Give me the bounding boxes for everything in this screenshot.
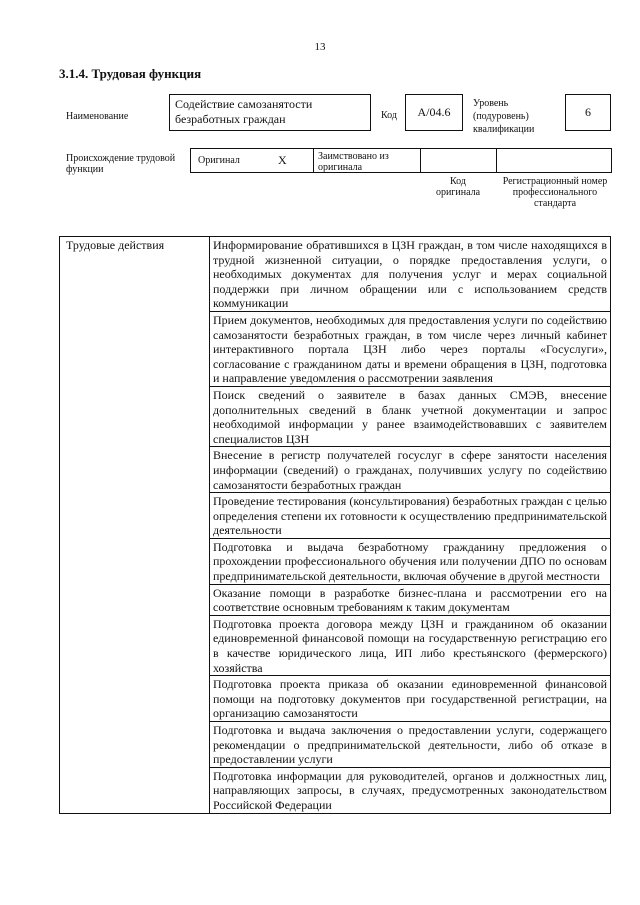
- section-title: 3.1.4. Трудовая функция: [59, 66, 202, 81]
- action-item: Поиск сведений о заявителе в базах данных СМЭВ, внесение дополнительных сведений в бланк учетной документации и запрос необходимой информации у ранее взаимодействовавших с заявителем специалистов ЦЗН: [210, 386, 611, 446]
- action-item: Внесение в регистр получателей госуслуг в сфере занятости населения информации (сведений) о гражданах, получивших услугу по содействию самозанятости безработных граждан: [210, 447, 611, 493]
- actions-label: Трудовые действия: [60, 237, 210, 814]
- code-value: А/04.6: [405, 94, 463, 131]
- level-label: Уровень (подуровень) квалификации: [473, 98, 535, 135]
- page-number: 13: [314, 41, 326, 53]
- table-row: [60, 237, 611, 312]
- action-item: Информирование обратившихся в ЦЗН граждан, в том числе находящихся в трудной жизненной ситуации, о порядке предоставления услуги, о необходимых документах для получения услуг и мерах социальной поддержки при личном обращении или с использованием средств коммуникации: [210, 237, 611, 312]
- original-label: Оригинал: [198, 155, 240, 166]
- reg-number-label: Регистрационный номер профессионального стандарта: [502, 176, 608, 209]
- divider: [496, 149, 497, 172]
- original-mark: X: [278, 153, 287, 167]
- labor-actions-table: [59, 236, 611, 814]
- action-item: Подготовка и выдача безработному гражданину предложения о прохождении профессионального обучения или получении ДПО по основам предпринимательской деятельности, включая обучение в другой местности: [210, 538, 611, 584]
- action-item: Оказание помощи в разработке бизнес-плана и рассмотрении его на соответствие основным требованиям к таким документам: [210, 584, 611, 615]
- divider: [313, 149, 314, 172]
- origin-label: Происхождение трудовой функции: [66, 153, 176, 175]
- borrowed-label: Заимствовано из оригинала: [318, 151, 389, 173]
- name-label: Наименование: [66, 111, 129, 122]
- action-item: Подготовка проекта приказа об оказании единовременной финансовой помощи на подготовку документов при государственной регистрации, на организацию самозанятости: [210, 676, 611, 722]
- action-item: Подготовка проекта договора между ЦЗН и гражданином об оказании единовременной финансовой помощи на государственную регистрацию его в качестве юридического лица, ИП либо крестьянского (фермерского) хозяйства: [210, 615, 611, 675]
- origin-row: [190, 148, 612, 173]
- code-original-label: Код оригинала: [435, 176, 481, 198]
- divider: [420, 149, 421, 172]
- action-item: Прием документов, необходимых для предоставления услуги по содействию самозанятости безработных граждан, в том числе через личный кабинет интерактивного портала ЦЗН либо через порталы «Госуслуги», согласование с гражданином даты и времени обращения в ЦЗН, подготовка и направление уведомления о рассмотрении заявления: [210, 311, 611, 386]
- action-item: Подготовка информации для руководителей, органов и должностных лиц, направляющих запросы, в случаях, предусмотренных законодательством Российской Федерации: [210, 767, 611, 813]
- action-item: Проведение тестирования (консультирования) безработных граждан с целью определения степени их готовности к осуществлению предпринимательской деятельности: [210, 493, 611, 539]
- level-value: 6: [565, 94, 611, 131]
- code-label: Код: [381, 110, 397, 121]
- action-item: Подготовка и выдача заключения о предоставлении услуги, содержащего рекомендации о предпринимательской деятельности, либо об отказе в предоставлении услуги: [210, 722, 611, 768]
- name-value: Содействие самозанятости безработных граждан: [169, 94, 371, 131]
